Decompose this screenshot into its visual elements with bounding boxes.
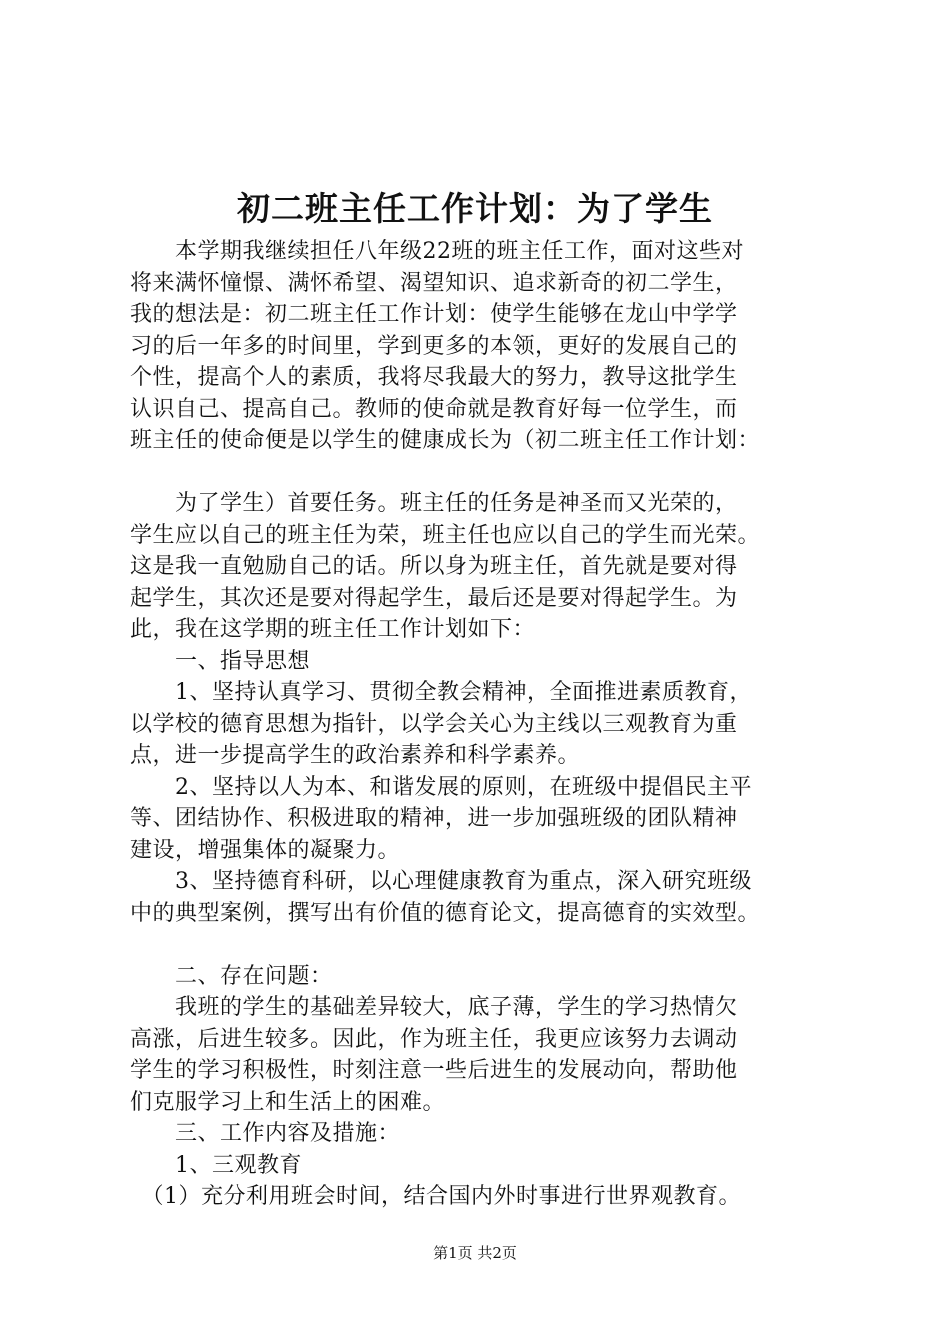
body-line: 学生应以自己的班主任为荣，班主任也应以自己的学生而光荣。: [130, 522, 761, 548]
body-line: 二、存在问题：: [130, 963, 333, 989]
body-line: 我班的学生的基础差异较大，底子薄，学生的学习热情欠: [130, 995, 738, 1020]
body-line: 认识自己、提高自己。教师的使命就是教育好每一位学生，而: [130, 396, 738, 422]
body-line: 我的想法是：初二班主任工作计划：使学生能够在龙山中学学: [130, 302, 738, 327]
body-line: 学生的学习积极性，时刻注意一些后进生的发展动向，帮助他: [130, 1058, 738, 1083]
page-footer: 第1页 共2页: [433, 1244, 517, 1262]
body-line: 习的后一年多的时间里，学到更多的本领，更好的发展自己的: [130, 333, 738, 359]
body-line: 建设，增强集体的凝聚力。: [130, 837, 401, 863]
body-line: 一、指导思想: [130, 648, 311, 674]
body-line: 将来满怀憧憬、满怀希望、渴望知识、追求新奇的初二学生，: [130, 270, 738, 296]
body-line: 们克服学习上和生活上的困难。: [130, 1089, 446, 1115]
paragraph-gap: [130, 457, 850, 489]
body-line: （1）充分利用班会时间，结合国内外时事进行世界观教育。: [130, 1184, 741, 1209]
document-body: [130, 236, 850, 1213]
body-line: 2、坚持以人为本、和谐发展的原则，在班级中提倡民主平: [130, 774, 752, 800]
document-title: 初二班主任工作计划：为了学生: [237, 189, 713, 228]
body-line: 3、坚持德育科研，以心理健康教育为重点，深入研究班级: [130, 869, 752, 894]
body-line: 个性，提高个人的素质，我将尽我最大的努力，教导这批学生: [130, 365, 738, 390]
body-line: 等、团结协作、积极进取的精神，进一步加强班级的团队精神: [130, 806, 738, 831]
body-line: 这是我一直勉励自己的话。所以身为班主任，首先就是要对得: [130, 554, 738, 579]
paragraph-gap: [130, 929, 850, 961]
body-line: 1、三观教育: [130, 1152, 302, 1178]
body-line: 班主任的使命便是以学生的健康成长为（初二班主任工作计划：: [130, 428, 761, 453]
body-line: 点，进一步提高学生的政治素养和科学素养。: [130, 743, 581, 768]
body-line: 本学期我继续担任八年级22班的班主任工作，面对这些对: [130, 239, 744, 264]
body-line: 三、工作内容及措施：: [130, 1121, 401, 1146]
body-line: 此，我在这学期的班主任工作计划如下：: [130, 617, 536, 642]
body-line: 以学校的德育思想为指针，以学会关心为主线以三观教育为重: [130, 711, 738, 737]
body-line: 中的典型案例，撰写出有价值的德育论文，提高德育的实效型。: [130, 900, 761, 926]
body-line: 高涨，后进生较多。因此，作为班主任，我更应该努力去调动: [130, 1026, 738, 1052]
body-line: 1、坚持认真学习、贯彻全教会精神，全面推进素质教育，: [130, 680, 752, 705]
body-line: 起学生，其次还是要对得起学生，最后还是要对得起学生。为: [130, 585, 738, 611]
body-line: 为了学生）首要任务。班主任的任务是神圣而又光荣的，: [130, 491, 738, 516]
